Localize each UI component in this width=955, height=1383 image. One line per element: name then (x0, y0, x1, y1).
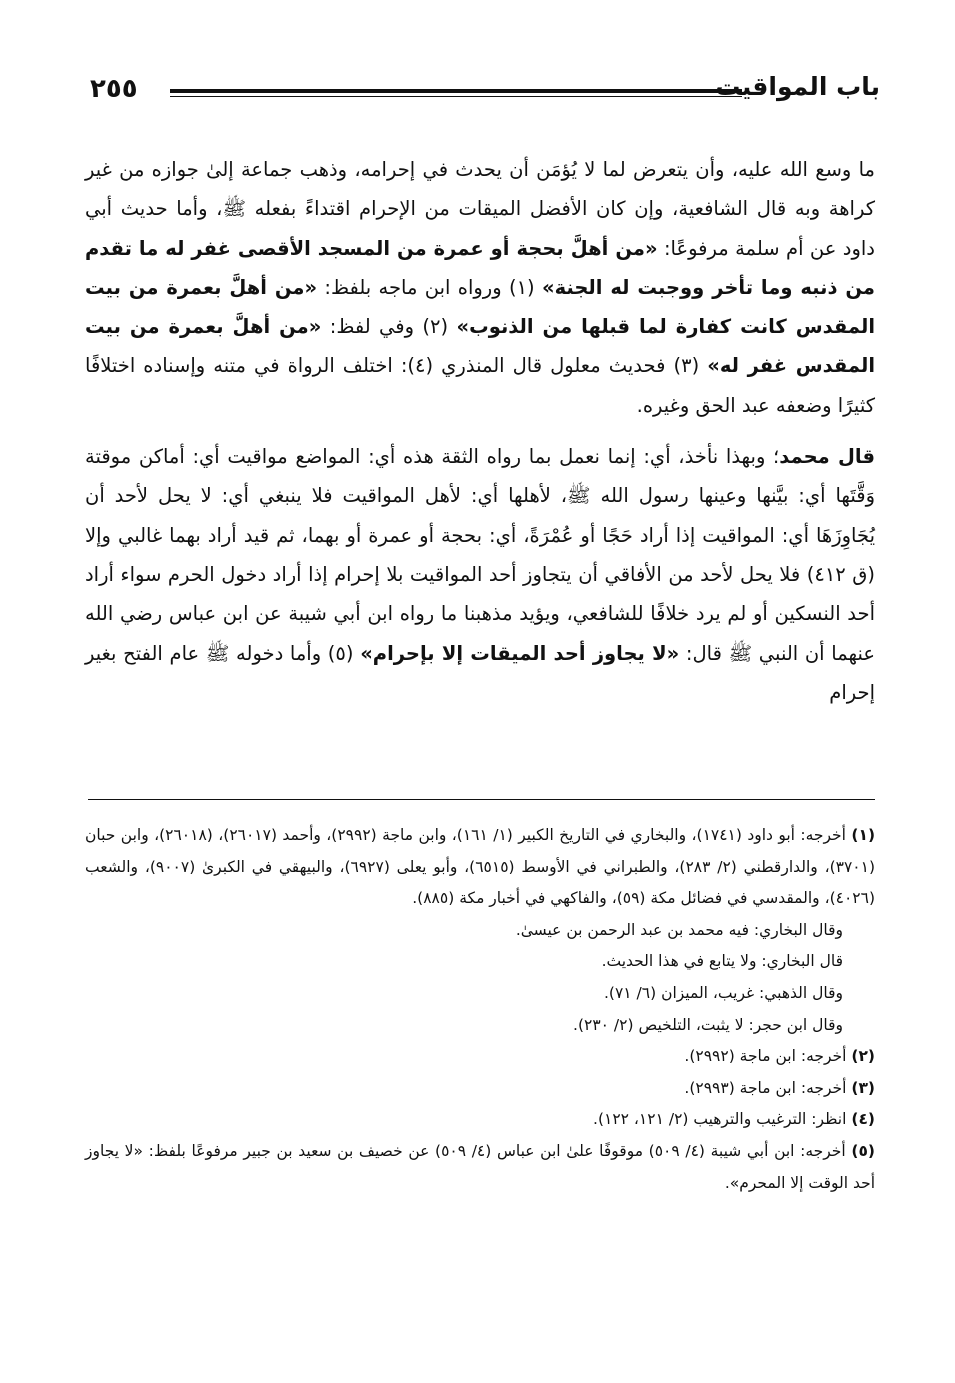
paragraph-1 (85, 150, 875, 425)
chapter-title: باب المواقيت (715, 72, 880, 101)
footnote-text: أخرجه: أبو داود (١٧٤١)، والبخاري في التاريخ الكبير (١/ ١٦١)، وابن ماجة (٢٩٩٢)، وأحمد (٢٦٠١٧)، (٢٦٠١٨)، وابن حبان (٣٧٠١)، والدارقطني (٢/ ٢٨٣)، والطبراني في الأوسط (٦٥١٥)، وأبو يعلى (٦٩٢٧)، والبيهقي في الكبرىٰ (٩٠٠٧)، والشعب (٤٠٢٦)، والمقدسي في فضائل مكة (٥٩)، والفاكهي في أخبار مكة (٨٨٥). (85, 826, 875, 908)
hadith-quote: «لا يجاوز أحد الميقات إلا بإحرام» (360, 641, 680, 665)
footnote-number: (٥) (851, 1141, 876, 1160)
header-rule (170, 89, 742, 99)
footnote-text: أخرجه: ابن أبي شيبة (٤/ ٥٠٩) موقوفًا علىٰ ابن عباس (٤/ ٥٠٩) عن خصيف بن سعيد بن جبير مرفوعًا بلفظ: «لا يجاوز أحد الوقت إلا المحرم». (85, 1141, 875, 1192)
paragraph-2 (85, 437, 875, 712)
footnote-1-note (85, 978, 875, 1010)
footnote-number: (٣) (851, 1078, 875, 1097)
hadith-quote: «من أهلَّ بعمرة من بيت المقدس غفر له» (85, 315, 876, 378)
hadith-quote: «من أهلَّ بعمرة من بيت المقدس كانت كفارة لما قبلها من الذنوب» (85, 275, 876, 339)
footnote-text: وقال ابن حجر: لا يثبت، التلخيص (٢/ ٢٣٠). (573, 1015, 843, 1034)
text-segment: ما وسع الله عليه، وأن يتعرض لما لا يُؤمَن أن يحدث في إحرامه، وذهب جماعة إلىٰ جوازه من غير كراهة وبه قال الشافعية، وإن كان الأفضل الميقات من الإحرام اقتداءً بفعله ﷺ، وأما حديث أبي داود عن أم سلمة مرفوعًا: (85, 158, 875, 260)
footnote-text: انظر: الترغيب والترهيب (٢/ ١٢١، ١٢٢). (593, 1110, 847, 1129)
footnote-4 (85, 1104, 875, 1136)
main-text (85, 150, 875, 712)
footnotes (85, 820, 875, 1199)
footnote-5 (85, 1136, 875, 1199)
hadith-quote: «من أهلَّ بحجة أو عمرة من المسجد الأقصى غفر له ما تقدم من ذنبه وما تأخر ووجبت له الجنة» (85, 236, 876, 299)
text-segment: (٥) وأما دخوله ﷺ عام الفتح بغير إحرام (85, 641, 875, 704)
text-segment: (٢) وفي لفظ: (321, 315, 457, 339)
footnote-1 (85, 820, 875, 915)
footnote-2 (85, 1041, 875, 1073)
footnote-number: (١) (851, 826, 876, 844)
footnote-1-note (85, 1010, 875, 1042)
footnote-text: وقال البخاري: فيه محمد بن عبد الرحمن بن عيسىٰ. (515, 920, 843, 939)
footnote-separator (88, 799, 875, 800)
page-number: ٢٥٥ (90, 74, 138, 104)
text-segment: (١) ورواه ابن ماجه بلفظ: (317, 275, 542, 299)
text-segment: (٣) فحديث معلول قال المنذري (٤): اختلف الرواة في متنه وإسناده اختلافًا كثيرًا وضعفه عبد الحق وغيره. (85, 354, 875, 417)
text-segment: ؛ وبهذا نأخذ، أي: إنما نعمل بما رواه الثقة هذه أي: المواضع مواقيت أي: أماكن موقتة وَقَّتَها أي: بيَّنها وعينها رسول الله ﷺ، لأهلها أي: لأهل المواقيت فلا ينبغي أي: لا يحل لأحد أن يُجَاوِزَهَا أي: المواقيت إذا أراد حَجًا أو عُمْرَةً، أي: بحجة أو عمرة أو بهما، ثم قيد أراد بهما غالبي وإلا (ق ٤١٢) فلا يحل لأحد من الأفاقي أن يتجاوز أحد المواقيت بلا إحرام إذا أراد دخول الحرم سواء أراد أحد النسكين أو لم يرد خلافًا للشافعي، ويؤيد مذهبنا ما رواه ابن أبي شيبة عن ابن عباس رضي الله عنهما أن النبي ﷺ قال: (85, 445, 876, 665)
footnote-number: (٤) (851, 1110, 875, 1129)
footnote-text: أخرجه: ابن ماجة (٢٩٩٢). (684, 1047, 847, 1066)
footnote-text: أخرجه: ابن ماجة (٢٩٩٣). (684, 1078, 847, 1097)
footnote-number: (٢) (851, 1047, 875, 1066)
footnote-text: قال البخاري: ولا يتابع في هذا الحديث. (601, 952, 843, 971)
footnote-3 (85, 1073, 875, 1105)
footnote-1-note (85, 946, 875, 978)
footnote-1-note (85, 915, 875, 947)
speaker-lead: قال محمد (779, 445, 876, 469)
footnote-text: وقال الذهبي: غريب، الميزان (٦/ ٧١). (603, 983, 843, 1002)
page-header (90, 66, 880, 116)
